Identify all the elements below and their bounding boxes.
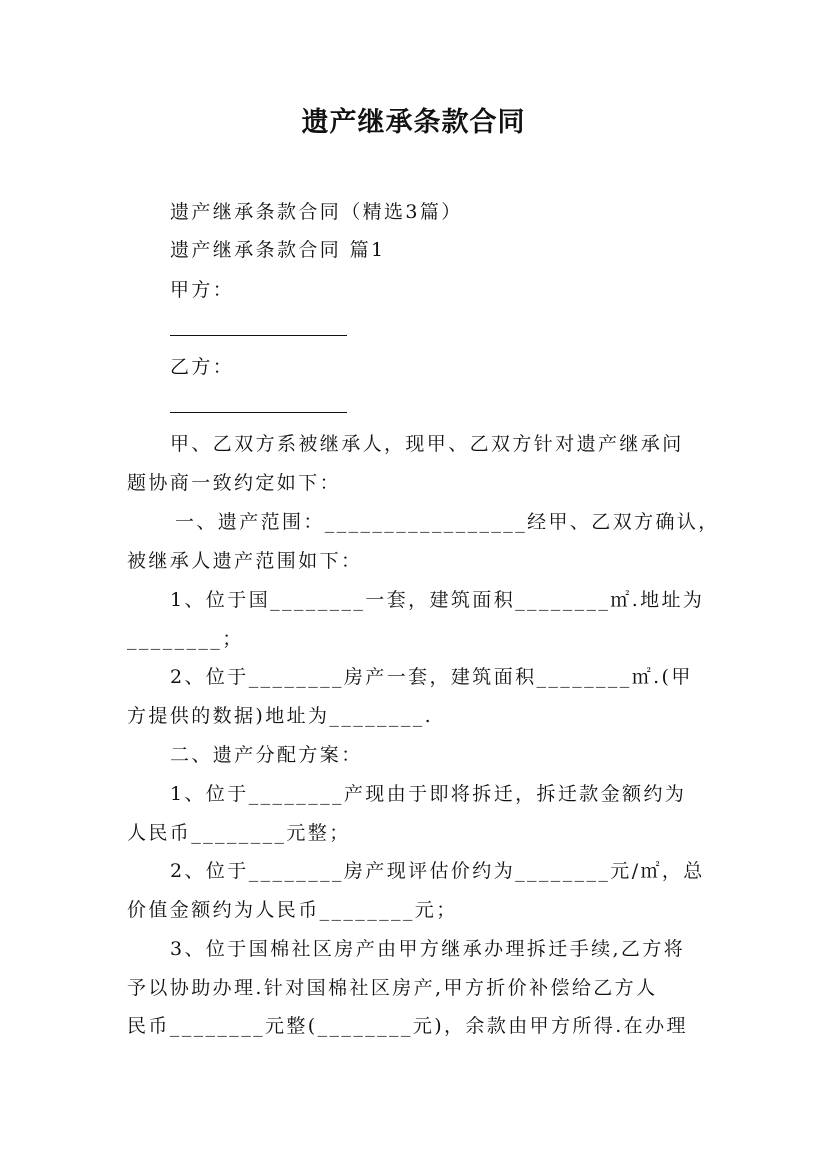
section-heading-line: 遗产继承条款合同 篇1 [170, 239, 386, 261]
paragraph-line: 1、位于________产现由于即将拆迁，拆迁款金额约为 [170, 783, 687, 805]
paragraph-line: 被继承人遗产范围如下： [127, 550, 363, 572]
paragraph-line: 二、遗产分配方案： [170, 744, 363, 766]
paragraph-line: 题协商一致约定如下： [127, 472, 342, 494]
party-b-label: 乙方： [170, 356, 235, 378]
document-title: 遗产继承条款合同 [301, 107, 526, 138]
party-a-blank [170, 335, 347, 336]
paragraph-line: 1、位于国________一套，建筑面积________㎡.地址为 [170, 589, 705, 611]
paragraph-line: ________； [127, 628, 244, 650]
paragraph-line: 民币________元整(________元)，余款由甲方所得.在办理 [127, 1015, 688, 1037]
subtitle-line: 遗产继承条款合同（精选3篇） [170, 201, 463, 223]
paragraph-line: 人民币________元整； [127, 822, 351, 844]
paragraph-line: 一、遗产范围：_________________经甲、乙双方确认， [175, 511, 720, 533]
paragraph-line: 价值金额约为人民币________元； [127, 899, 458, 921]
party-a-label: 甲方： [170, 279, 235, 301]
paragraph-line: 2、位于________房产现评估价约为________元/㎡，总 [170, 860, 705, 882]
paragraph-line: 方提供的数据)地址为________. [127, 705, 434, 727]
paragraph-line: 3、位于国棉社区房产由甲方继承办理拆迁手续,乙方将 [170, 938, 686, 960]
paragraph-line: 甲、乙双方系被继承人，现甲、乙双方针对遗产继承问 [170, 433, 684, 455]
paragraph-line: 予以协助办理.针对国棉社区房产,甲方折价补偿给乙方人 [127, 977, 658, 999]
paragraph-line: 2、位于________房产一套，建筑面积________㎡.(甲 [170, 666, 693, 688]
party-b-blank [170, 412, 347, 413]
